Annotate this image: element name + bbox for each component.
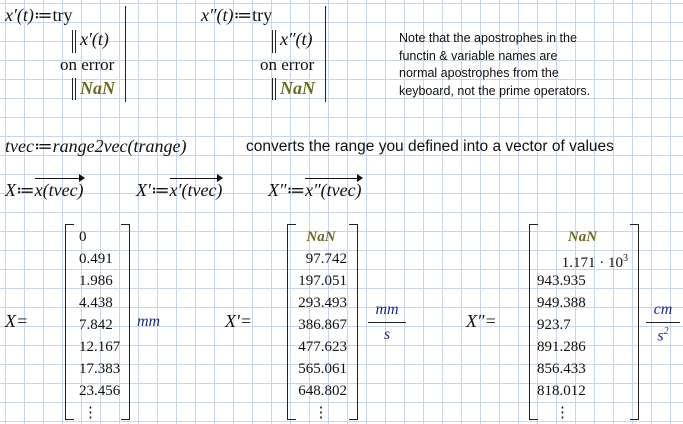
Xdoubleprime-definition[interactable] bbox=[268, 180, 362, 201]
matrix-cell: 856.433 bbox=[537, 361, 586, 377]
matrix-cell: 197.051 bbox=[298, 273, 347, 289]
Xdoubleprime-result-label[interactable]: X″= bbox=[466, 311, 497, 331]
xdoubleprime-expr[interactable]: x″(t) bbox=[280, 29, 313, 49]
fraction-bar bbox=[368, 322, 406, 323]
unit-denominator: s bbox=[383, 326, 391, 343]
try-keyword: try bbox=[52, 5, 73, 25]
xprime-lhs: x′(t) bbox=[5, 5, 34, 25]
unit-mm[interactable]: mm bbox=[137, 313, 161, 330]
assign-operator: ≔ bbox=[16, 180, 35, 200]
matrix-cell: ⋮ bbox=[83, 405, 98, 421]
fraction-bar bbox=[646, 322, 680, 323]
Xprime-lhs: X′ bbox=[136, 180, 151, 200]
X-lhs: X bbox=[5, 180, 16, 200]
matrix-cell: ⋮ bbox=[313, 405, 329, 421]
tvec-definition[interactable] bbox=[5, 136, 187, 157]
matrix-cell: NaN bbox=[567, 229, 598, 245]
matrix-cell: 477.623 bbox=[298, 339, 347, 355]
matrix-cell: 97.742 bbox=[305, 251, 347, 267]
unit-denominator-exponent: 2 bbox=[663, 326, 669, 337]
matrix-cell: 0 bbox=[79, 229, 87, 245]
X-definition[interactable] bbox=[5, 180, 84, 201]
matrix-right-bracket bbox=[349, 224, 358, 420]
Xprime-result-label[interactable]: X′= bbox=[225, 311, 253, 331]
vectorize-xdoubleprime: x″(tvec) bbox=[305, 180, 362, 200]
nan-fallback[interactable]: NaN bbox=[80, 78, 115, 98]
note-line: normal apostrophes from the bbox=[399, 66, 559, 80]
matrix-left-bracket bbox=[65, 224, 74, 420]
matrix-cell: 943.935 bbox=[537, 273, 586, 289]
on-error-keyword: on error bbox=[60, 55, 115, 74]
unit-denominator-base: s bbox=[657, 327, 664, 345]
matrix-cell: 7.842 bbox=[79, 317, 113, 333]
assign-operator: ≔ bbox=[33, 136, 53, 156]
Xdoubleprime-lhs: X″ bbox=[268, 180, 287, 200]
matrix-cell: NaN bbox=[306, 229, 336, 245]
matrix-cell bbox=[537, 248, 628, 270]
Xprime-definition[interactable] bbox=[136, 180, 222, 201]
vectorize-x: x(tvec) bbox=[34, 180, 84, 200]
try-keyword: try bbox=[252, 5, 273, 25]
matrix-cell: ⋮ bbox=[555, 405, 570, 421]
matrix-cell: 1.986 bbox=[79, 273, 113, 289]
X-result-matrix[interactable] bbox=[79, 226, 120, 424]
nan-fallback[interactable]: NaN bbox=[280, 78, 315, 98]
matrix-right-bracket bbox=[630, 224, 639, 420]
error-bar bbox=[272, 78, 273, 100]
note-text[interactable] bbox=[399, 30, 590, 100]
matrix-cell: 0.491 bbox=[79, 251, 113, 267]
matrix-cell-mantissa: 1.171 · 10 bbox=[561, 255, 623, 271]
matrix-cell: 386.867 bbox=[298, 317, 347, 333]
on-error-keyword: on error bbox=[260, 55, 315, 74]
unit-numerator: cm bbox=[653, 301, 673, 318]
matrix-cell-exponent: 3 bbox=[623, 253, 628, 264]
matrix-cell: 17.383 bbox=[79, 361, 121, 377]
matrix-cell: 293.493 bbox=[298, 295, 347, 311]
note-line: Note that the apostrophes in the bbox=[399, 31, 577, 45]
range2vec-arg: (trange) bbox=[127, 136, 187, 156]
unit-numerator: mm bbox=[375, 301, 399, 318]
program-bar bbox=[325, 6, 326, 102]
matrix-cell: 949.388 bbox=[537, 295, 586, 311]
unit-denominator bbox=[646, 326, 680, 345]
unit-mm-per-s[interactable] bbox=[368, 301, 406, 344]
matrix-cell: 891.286 bbox=[537, 339, 586, 355]
assign-operator: ≔ bbox=[150, 180, 170, 200]
note-line: keyboard, not the prime operators. bbox=[399, 83, 591, 98]
tvec-lhs: tvec bbox=[5, 136, 34, 156]
matrix-right-bracket bbox=[121, 224, 130, 420]
matrix-cell: 923.7 bbox=[537, 317, 571, 333]
unit-cm-per-s2[interactable] bbox=[646, 301, 680, 345]
tvec-comment[interactable]: converts the range you defined into a vector of values bbox=[246, 138, 614, 155]
X-result-label[interactable]: X= bbox=[5, 311, 29, 331]
matrix-cell: 648.802 bbox=[298, 383, 347, 399]
matrix-cell: 818.012 bbox=[537, 383, 586, 399]
Xdoubleprime-result-matrix[interactable] bbox=[537, 226, 628, 424]
matrix-cell: 12.167 bbox=[79, 339, 121, 355]
xdoubleprime-lhs: x″(t) bbox=[201, 5, 234, 25]
xdoubleprime-definition[interactable] bbox=[201, 5, 272, 26]
assign-operator: ≔ bbox=[33, 5, 53, 25]
assign-operator: ≔ bbox=[286, 180, 306, 200]
matrix-cell: 565.061 bbox=[298, 361, 347, 377]
xprime-definition[interactable] bbox=[5, 5, 73, 26]
assign-operator: ≔ bbox=[233, 5, 253, 25]
error-bar bbox=[72, 78, 73, 100]
matrix-cell: 4.438 bbox=[79, 295, 113, 311]
try-bar bbox=[72, 30, 73, 53]
note-line: functin & variable names are bbox=[399, 48, 558, 63]
matrix-cell: 23.456 bbox=[79, 383, 121, 399]
program-bar bbox=[125, 6, 126, 102]
vectorize-xprime: x′(tvec) bbox=[169, 180, 223, 200]
try-bar bbox=[272, 30, 273, 53]
range2vec-function: range2vec bbox=[52, 136, 128, 156]
xprime-expr[interactable]: x′(t) bbox=[80, 29, 109, 49]
Xprime-result-matrix[interactable] bbox=[295, 226, 347, 424]
